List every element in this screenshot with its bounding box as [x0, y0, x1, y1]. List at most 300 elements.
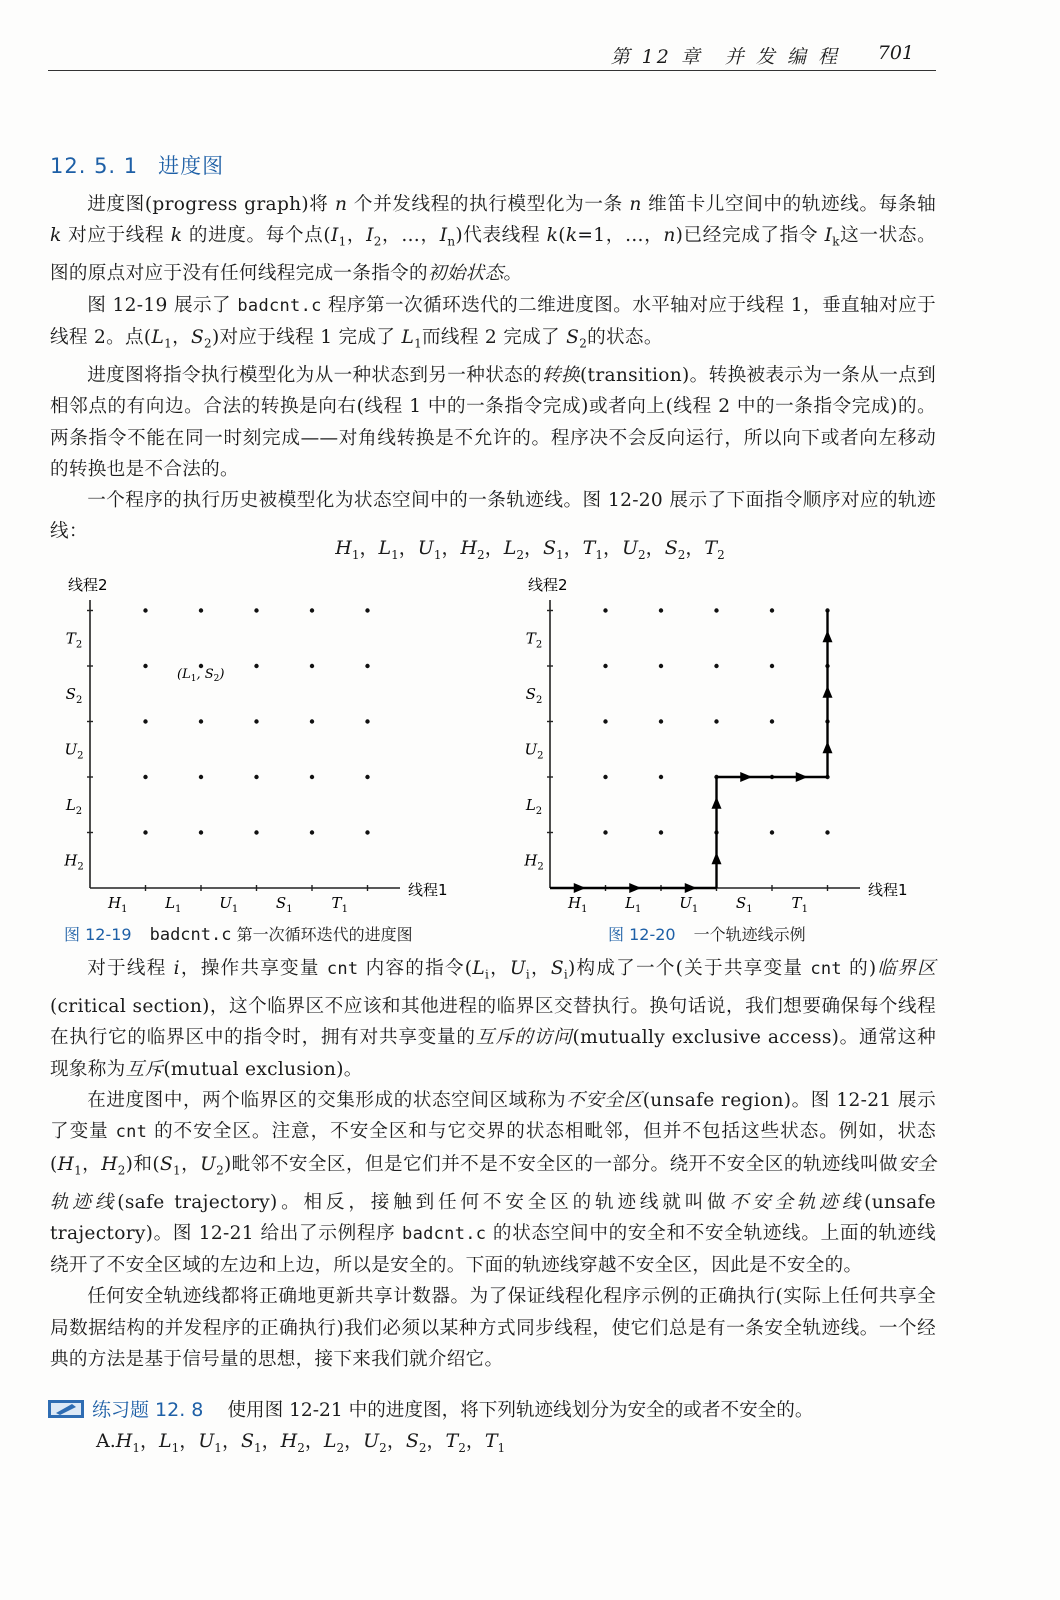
state-point — [310, 775, 314, 779]
state-point — [659, 608, 663, 612]
state-point — [603, 830, 607, 834]
text-run: 的) — [841, 958, 877, 979]
text-run: ， — [489, 958, 510, 979]
state-point — [143, 830, 147, 834]
tick-symbol: H — [108, 894, 122, 912]
x-axis-name: 线程1 — [408, 881, 448, 899]
code-identifier: cnt — [326, 959, 359, 979]
section-title: 进度图 — [158, 154, 225, 178]
defined-term: 不安全轨迹线 — [729, 1191, 865, 1213]
state-point — [254, 719, 258, 723]
tick-symbol: T — [331, 894, 342, 912]
page-number: 701 — [877, 42, 914, 64]
state-point — [659, 775, 663, 779]
separator: ， — [304, 1430, 324, 1452]
instruction-subscript: 2 — [677, 547, 686, 562]
trajectory-arrowhead — [740, 772, 752, 782]
y-tick-label — [526, 685, 543, 706]
x-tick-label — [624, 894, 641, 915]
tick-symbol: U — [219, 894, 232, 912]
state-point — [365, 775, 369, 779]
paragraph — [50, 953, 936, 1085]
math-variable: I — [824, 225, 833, 247]
trajectory-arrowhead — [712, 852, 722, 864]
instruction-subscript: 2 — [477, 547, 485, 562]
text-run: ， — [172, 326, 191, 348]
text-run: )代表线程 — [455, 225, 547, 247]
text-run: 在进度图中，两个临界区的交集形成的状态空间区域称为 — [87, 1089, 567, 1111]
separator: ， — [179, 1430, 199, 1452]
defined-term: 转换 — [542, 364, 580, 386]
tick-symbol: H — [568, 894, 582, 912]
math-subscript: n — [447, 235, 456, 250]
instruction-symbol: U — [622, 537, 639, 559]
separator: ， — [484, 537, 504, 559]
y-tick-label — [523, 851, 543, 872]
instruction-symbol: S — [240, 1430, 254, 1452]
tick-symbol: L — [65, 795, 76, 814]
point-label-part: 1 — [190, 674, 197, 684]
x-tick-label — [736, 894, 753, 915]
instruction-symbol: L — [159, 1430, 172, 1452]
instruction-subscript: 1 — [351, 547, 360, 562]
defined-term: 初始状态 — [427, 263, 504, 285]
code-identifier: cnt — [115, 1122, 148, 1143]
tick-subscript: 2 — [537, 861, 544, 873]
math-variable: L — [472, 958, 485, 979]
tick-subscript: 2 — [75, 805, 83, 817]
figure-12-20 — [520, 572, 920, 916]
instruction-symbol: U — [417, 537, 434, 559]
text-run: (transition)。转换被表示为一条从一点到相邻点的有向边。合法的转换是向右(线程 1 中的一条指令完成)或者向上(线程 2 中的一条指令完成)的。两条指令不能在同一时刻完成——对角线转换是不允许的。程序决不会反向运行，所以向下或者向左移动的转换也是不合法的。 — [50, 364, 937, 480]
state-point — [143, 719, 147, 723]
math-variable: I — [330, 225, 339, 247]
state-point — [310, 830, 314, 834]
paragraph — [50, 360, 936, 485]
math-subscript: 2 — [579, 336, 588, 351]
tick-symbol: S — [735, 894, 747, 912]
tick-symbol: S — [275, 894, 287, 912]
y-tick-label — [66, 685, 83, 706]
math-variable: S — [190, 326, 205, 348]
instruction-subscript: 2 — [458, 1440, 466, 1455]
instruction-symbol: S — [542, 537, 557, 559]
separator: ， — [603, 537, 623, 559]
instruction-symbol: H — [280, 1430, 298, 1452]
instruction-symbol: S — [664, 537, 678, 559]
math-subscript: 1 — [338, 235, 347, 250]
instruction-subscript: 2 — [638, 547, 646, 562]
defined-term: 互斥 — [125, 1058, 164, 1080]
caption-text: 一个轨迹线示例 — [693, 925, 806, 944]
state-point — [310, 608, 314, 612]
math-subscript: 1 — [414, 336, 423, 351]
tick-subscript: 1 — [635, 904, 642, 915]
math-variable: n — [663, 225, 676, 247]
state-point — [143, 775, 147, 779]
instruction-symbol: T — [484, 1430, 498, 1452]
paragraph — [50, 1085, 936, 1282]
x-tick-label — [107, 894, 127, 915]
tick-subscript: 2 — [75, 639, 83, 651]
caption-text: 第一次循环迭代的进度图 — [231, 925, 413, 944]
math-variable: I — [439, 225, 448, 247]
paragraph — [50, 290, 936, 360]
state-point — [770, 830, 774, 834]
instruction-symbol: T — [582, 537, 596, 559]
exercise-label: 练习题 12. 8 — [92, 1399, 204, 1421]
y-tick-label — [526, 629, 542, 650]
text-run: 个并发线程的执行模型化为一条 — [347, 194, 630, 215]
state-point — [825, 830, 829, 834]
math-variable: S — [566, 326, 580, 348]
text-run: 。 — [503, 263, 523, 285]
text-run: 维笛卡儿空间中的轨迹线。每条轴 — [641, 194, 937, 215]
text-run: 任何安全轨迹线都将正确地更新共享计数器。为了保证线程化程序示例的正确执行(实际上任何共享全局数据结构的并发程序的正确执行)我们必须以某种方式同步线程，使它们总是有一条安全轨迹线。一个经典的方法是基于信号量的思想，接下来我们就介绍它。 — [50, 1286, 936, 1370]
separator: ， — [441, 537, 461, 559]
point-label-part: , S — [196, 667, 214, 682]
state-point — [254, 664, 258, 668]
point-label-part: ) — [219, 667, 225, 682]
trajectory-arrowhead — [823, 630, 833, 642]
tick-subscript: 2 — [537, 750, 544, 762]
math-variable: H — [57, 1153, 75, 1175]
tick-subscript: 2 — [77, 861, 84, 873]
text-run: 而线程 2 完成了 — [422, 326, 567, 348]
text-run: 一个程序的执行历史被模型化为状态空间中的一条轨迹线。图 12-20 展示了下面指令顺序对应的轨迹线： — [50, 490, 936, 543]
text-run: (unsafe region)。图 12-21 展示了变量 — [50, 1089, 936, 1143]
paragraph — [50, 1281, 936, 1375]
caption-12-20 — [608, 922, 806, 945]
x-tick-label — [164, 894, 181, 915]
state-point — [770, 719, 774, 723]
exercise-12-8 — [48, 1395, 936, 1426]
y-tick-label — [63, 851, 83, 872]
instruction-subscript: 2 — [516, 547, 524, 562]
text-run: )毗邻不安全区，但是它们并不是不安全区的一部分。绕开不安全区的轨迹线叫做 — [224, 1153, 899, 1175]
text-run: 的不安全区。注意，不安全区和与它交界的状态相毗邻，但并不包括这些状态。例如，状态( — [50, 1121, 936, 1175]
math-variable: i — [173, 958, 180, 979]
state-point — [310, 664, 314, 668]
separator: ， — [465, 1430, 485, 1452]
tick-subscript: 1 — [121, 904, 128, 915]
caption-12-19 — [64, 922, 413, 945]
text-run: ， — [180, 1153, 201, 1175]
separator: ， — [645, 537, 665, 559]
tick-subscript: 1 — [581, 904, 588, 915]
instruction-subscript: 2 — [336, 1440, 345, 1455]
math-subscript: 1 — [74, 1163, 83, 1178]
text-run: ， — [530, 958, 551, 979]
code-identifier: badcnt.c — [237, 295, 322, 316]
separator: ， — [386, 1430, 406, 1452]
state-point — [143, 608, 147, 612]
text-run: 进度图将指令执行模型化为从一种状态到另一种状态的 — [87, 364, 543, 386]
instruction-symbol: H — [115, 1430, 133, 1452]
text-run: 进度图(progress graph)将 — [87, 194, 336, 215]
trajectory-arrowhead — [574, 883, 586, 893]
y-tick-label — [65, 796, 82, 817]
separator: ， — [426, 1430, 446, 1452]
text-run: (critical section)，这个临界区不应该和其他进程的临界区交替执行。换句话说，我们想要确保每个线程在执行它的临界区中的指令时，拥有对共享变量的 — [50, 996, 936, 1049]
tick-subscript: 2 — [535, 805, 543, 817]
instruction-subscript: 2 — [418, 1440, 427, 1455]
answer-prefix: A. — [96, 1430, 116, 1452]
text-run: 的进度。每个点( — [182, 225, 331, 247]
separator: ， — [344, 1430, 364, 1452]
math-variable: U — [509, 958, 526, 979]
caption-number: 图 12-20 — [608, 925, 676, 944]
caption-number: 图 12-19 — [64, 925, 132, 944]
state-point — [714, 608, 718, 612]
text-run: 的状态。 — [587, 326, 663, 348]
trajectory-arrowhead — [796, 772, 808, 782]
text-run: )已经完成了指令 — [675, 225, 825, 247]
instruction-subscript: 1 — [595, 547, 603, 562]
trajectory-arrowhead — [712, 797, 722, 809]
trajectory-arrowhead — [685, 883, 697, 893]
text-run: )和( — [125, 1153, 160, 1175]
code-identifier: cnt — [810, 959, 842, 979]
state-point — [254, 608, 258, 612]
instruction-subscript: 1 — [214, 1440, 222, 1455]
state-point — [365, 608, 369, 612]
text-run: =1，…， — [577, 225, 664, 247]
point-label-part: 2 — [213, 674, 220, 684]
text-run: (mutually exclusive access)。通常这种现象称为 — [50, 1027, 936, 1080]
state-point — [199, 719, 203, 723]
instruction-subscript: 1 — [253, 1440, 262, 1455]
math-subscript: 2 — [117, 1163, 126, 1178]
state-point — [770, 608, 774, 612]
text-run: ， — [346, 225, 367, 247]
running-head — [48, 40, 936, 71]
tick-subscript: 2 — [77, 750, 84, 762]
separator: ， — [359, 537, 379, 559]
math-variable: k — [50, 225, 62, 247]
point-label-part: (L — [177, 667, 191, 682]
separator: ， — [563, 537, 583, 559]
instruction-subscript: 1 — [171, 1440, 180, 1455]
y-tick-label — [64, 740, 83, 761]
y-axis-name: 线程2 — [528, 576, 568, 594]
text-run: (safe trajectory)。相反，接触到任何不安全区的轨迹线就叫做 — [117, 1191, 730, 1213]
math-variable: k — [565, 225, 578, 247]
math-variable: L — [151, 326, 165, 348]
state-point — [365, 719, 369, 723]
tick-symbol: L — [625, 894, 636, 912]
state-point — [603, 719, 607, 723]
text-run: (unsafe trajectory)。图 12-21 给出了示例程序 — [50, 1191, 936, 1244]
separator: ， — [221, 1430, 241, 1452]
math-subscript: 2 — [204, 336, 212, 351]
math-variable: L — [401, 326, 415, 348]
separator: ， — [523, 537, 543, 559]
progress-graph-left — [60, 572, 460, 915]
tick-symbol: U — [679, 894, 692, 912]
tick-subscript: 1 — [746, 904, 753, 915]
code-identifier: badcnt.c — [402, 1223, 487, 1244]
tick-symbol: T — [525, 629, 536, 648]
text-run: ( — [558, 225, 566, 247]
instruction-symbol: L — [378, 537, 392, 559]
x-tick-label — [332, 894, 348, 915]
state-point — [199, 775, 203, 779]
math-subscript: k — [832, 235, 840, 250]
state-point — [603, 608, 607, 612]
x-tick-label — [276, 894, 293, 915]
separator: ， — [685, 537, 705, 559]
tick-subscript: 1 — [691, 904, 699, 915]
state-point — [254, 775, 258, 779]
text-run: ， — [82, 1153, 102, 1175]
tick-symbol: U — [524, 740, 538, 759]
y-tick-label — [525, 796, 542, 817]
text-run: (mutual exclusion)。 — [163, 1058, 363, 1080]
instruction-subscript: 2 — [297, 1440, 305, 1455]
math-subscript: 2 — [373, 235, 382, 250]
math-subscript: 2 — [216, 1163, 225, 1178]
text-run: 对于线程 — [87, 958, 174, 979]
text-run: 这一状态。图的原点对应于没有任何线程完成一条指令的 — [50, 225, 936, 285]
y-tick-label — [524, 740, 543, 761]
text-run: 图 12-19 展示了 — [87, 294, 238, 316]
state-point — [659, 664, 663, 668]
state-point — [770, 664, 774, 668]
pencil-icon — [48, 1398, 86, 1420]
x-tick-label — [219, 894, 238, 915]
x-axis-name: 线程1 — [868, 881, 908, 899]
text-run: )构成了一个(关于共享变量 — [568, 958, 811, 979]
instruction-subscript: 1 — [391, 547, 399, 562]
math-subscript: i — [485, 967, 490, 982]
math-variable: U — [200, 1153, 217, 1175]
text-run: 的状态空间中的安全和不安全轨迹线。上面的轨迹线绕开了不安全区域的左边和上边，所以是安全的。下面的轨迹线穿越不安全区，因此是不安全的。 — [50, 1222, 936, 1277]
state-point — [714, 719, 718, 723]
tick-symbol: T — [65, 629, 76, 648]
text-run: ，…， — [381, 225, 440, 247]
text-run: )对应于线程 1 完成了 — [211, 326, 402, 348]
separator: ， — [139, 1430, 159, 1452]
tick-subscript: 1 — [286, 904, 293, 915]
tick-subscript: 1 — [231, 904, 239, 915]
math-variable: k — [170, 225, 183, 247]
instruction-subscript: 1 — [556, 547, 564, 562]
defined-term: 互斥的访问 — [475, 1027, 573, 1049]
math-variable: I — [366, 225, 374, 247]
text-run: 程序第一次循环迭代的二维进度图。水平轴对应于线程 1，垂直轴对应于线程 2。点( — [50, 294, 937, 348]
tick-symbol: S — [525, 684, 536, 703]
state-point — [254, 830, 258, 834]
body-text-top — [50, 189, 936, 548]
math-variable: S — [550, 958, 564, 979]
math-subscript: i — [563, 967, 569, 982]
instruction-symbol: U — [198, 1430, 215, 1452]
instruction-symbol: L — [503, 537, 517, 559]
state-point — [310, 719, 314, 723]
state-point — [659, 719, 663, 723]
instruction-symbol: U — [363, 1430, 380, 1452]
math-subscript: 1 — [173, 1163, 181, 1178]
separator: ， — [398, 537, 418, 559]
trajectory-arrowhead — [823, 741, 833, 753]
instruction-symbol: S — [405, 1430, 419, 1452]
tick-subscript: 2 — [535, 639, 543, 651]
tick-symbol: H — [64, 851, 78, 870]
instruction-subscript: 1 — [497, 1440, 506, 1455]
instruction-subscript: 2 — [717, 547, 725, 562]
tick-subscript: 2 — [535, 694, 543, 706]
tick-symbol: L — [165, 894, 176, 912]
instruction-symbol: L — [323, 1430, 337, 1452]
caption-code: badcnt.c — [149, 925, 232, 945]
state-point — [714, 664, 718, 668]
text-run: ，操作共享变量 — [179, 958, 327, 979]
math-subscript: 1 — [164, 336, 173, 351]
y-tick-label — [66, 629, 82, 650]
tick-symbol: H — [524, 851, 538, 870]
separator: ， — [261, 1430, 281, 1452]
state-point — [603, 775, 607, 779]
math-subscript: i — [525, 967, 531, 982]
state-point — [199, 608, 203, 612]
paragraph — [50, 189, 936, 290]
x-tick-label — [567, 894, 587, 915]
section-heading — [50, 150, 224, 180]
y-axis-name: 线程2 — [68, 576, 108, 594]
math-variable: n — [335, 194, 348, 215]
tick-subscript: 2 — [75, 694, 83, 706]
defined-term: 临界区 — [876, 958, 936, 979]
math-variable: S — [159, 1153, 173, 1175]
tick-symbol: U — [64, 740, 78, 759]
chapter-title: 第 12 章 并 发 编 程 — [610, 46, 840, 68]
state-point — [365, 830, 369, 834]
x-tick-label — [792, 894, 808, 915]
tick-subscript: 1 — [801, 904, 808, 915]
tick-symbol: L — [525, 795, 536, 814]
tick-symbol: S — [65, 684, 76, 703]
instruction-subscript: 1 — [433, 547, 442, 562]
math-variable: H — [101, 1153, 118, 1175]
exercise-text: 使用图 12-21 中的进度图，将下列轨迹线划分为安全的或者不安全的。 — [227, 1400, 814, 1421]
state-point — [143, 664, 147, 668]
x-tick-label — [679, 894, 698, 915]
instruction-symbol: H — [335, 537, 352, 559]
state-point — [603, 664, 607, 668]
state-point — [659, 830, 663, 834]
exercise-answer-a — [96, 1426, 505, 1464]
instruction-symbol: T — [704, 537, 718, 559]
state-point — [365, 664, 369, 668]
defined-term: 不安全区 — [566, 1089, 643, 1111]
figure-12-19 — [60, 572, 460, 916]
progress-graph-right — [520, 572, 920, 915]
math-variable: n — [629, 194, 642, 215]
point-label — [177, 667, 224, 684]
text-run: 对应于线程 — [61, 225, 171, 247]
tick-subscript: 1 — [175, 904, 182, 915]
tick-subscript: 1 — [341, 904, 348, 915]
instruction-sequence — [0, 533, 1060, 562]
instruction-subscript: 1 — [132, 1440, 140, 1455]
instruction-symbol: T — [445, 1430, 459, 1452]
trajectory-arrowhead — [629, 883, 641, 893]
trajectory-arrowhead — [823, 686, 833, 698]
body-text-bottom — [50, 953, 936, 1375]
math-variable: k — [546, 225, 559, 247]
instruction-symbol: H — [460, 537, 478, 559]
